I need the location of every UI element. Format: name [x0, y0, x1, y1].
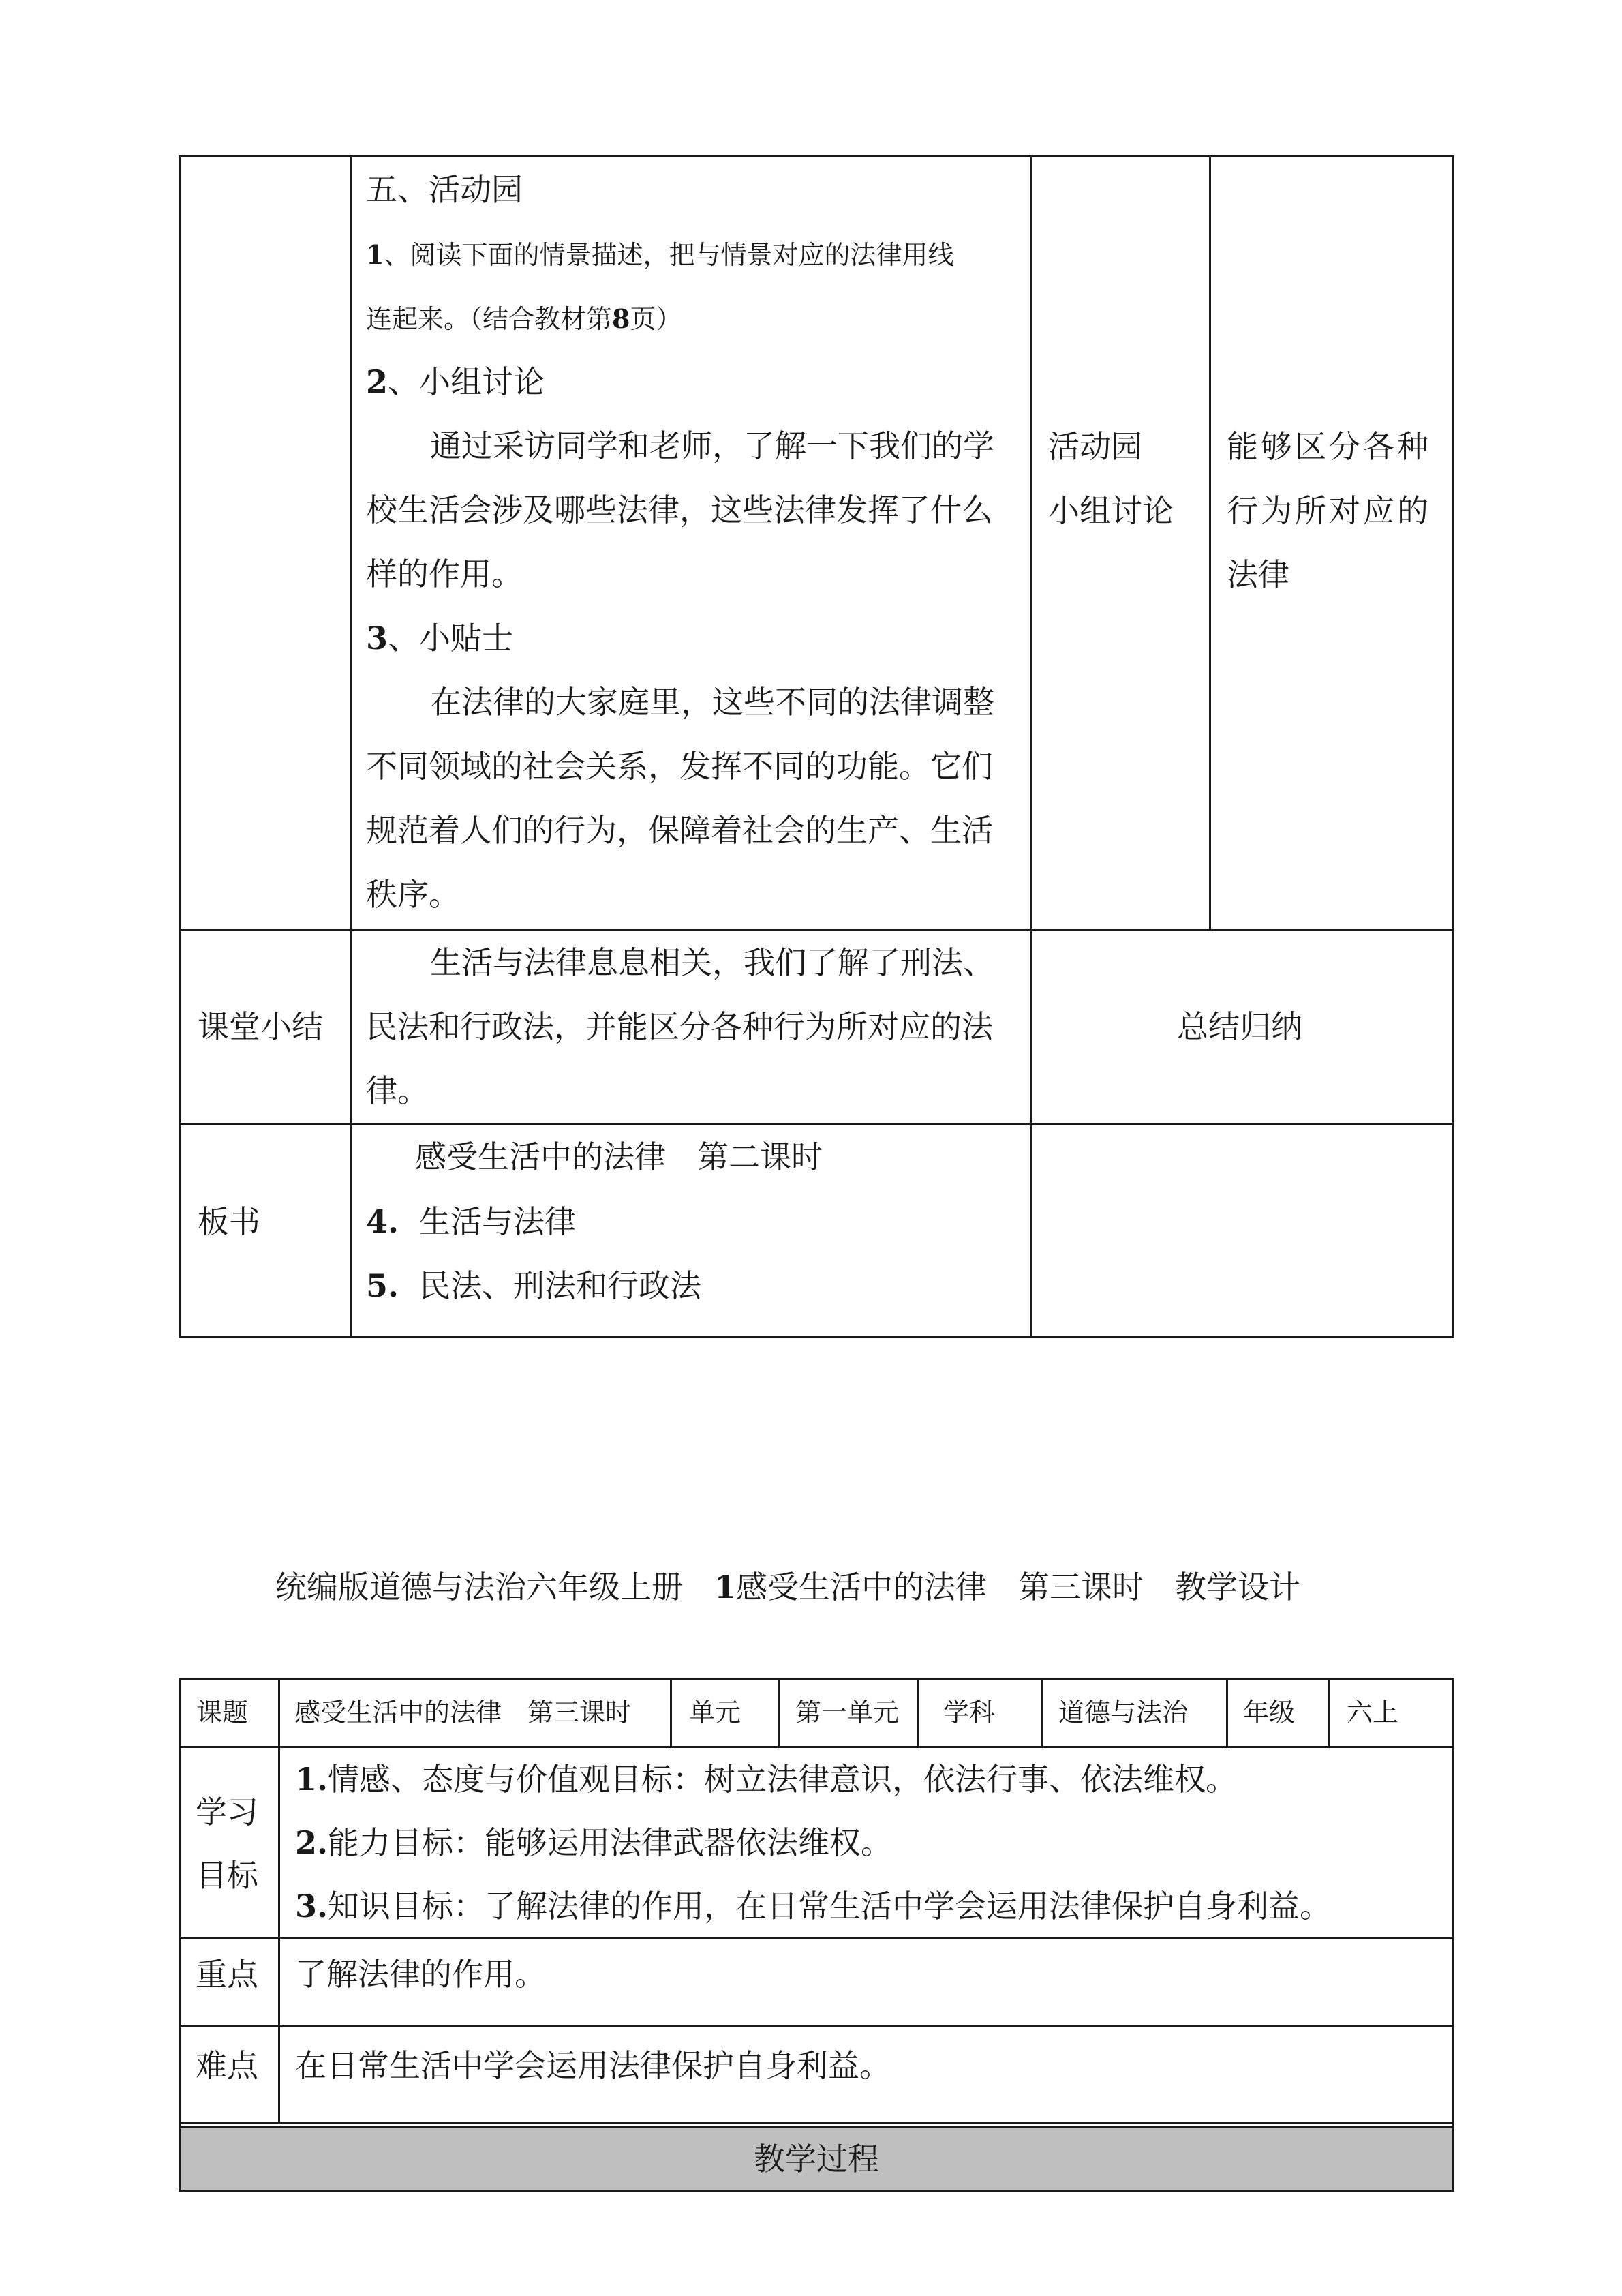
activity-item-3-title	[366, 618, 513, 659]
goal-number: 3.	[295, 1888, 328, 1924]
grade-label: 年级	[1243, 1697, 1296, 1727]
difficulty-text: 在日常生活中学会运用法律保护自身利益。	[295, 2047, 891, 2084]
title-part: 统编版道德与法治六年级上册	[275, 1569, 714, 1605]
table-line	[1209, 155, 1211, 931]
table-line	[917, 1678, 919, 1748]
activity-item-2-paragraph-line: 校生活会涉及哪些法律，这些法律发挥了什么	[366, 492, 993, 528]
student-activity-line: 活动园	[1048, 428, 1142, 465]
table-line	[179, 1746, 1454, 1748]
topic-value: 感受生活中的法律 第三课时	[294, 1697, 632, 1727]
table-line	[179, 155, 181, 1338]
table-line	[179, 2190, 1454, 2192]
table-line	[1226, 1678, 1228, 1748]
process-header: 教学过程	[754, 2141, 879, 2177]
item-text: 民法、刑法和行政法	[419, 1267, 702, 1304]
design-intent-line: 法律	[1227, 556, 1289, 593]
goals-label-line: 目标	[196, 1857, 258, 1894]
board-label: 板书	[198, 1203, 260, 1240]
table-line	[670, 1678, 672, 1748]
table-line	[1328, 1678, 1330, 1748]
table-line	[179, 155, 1454, 157]
lesson-number: 1	[714, 1569, 737, 1605]
design-intent-line: 能够区分各种	[1227, 428, 1431, 465]
item-text: 、小组讨论	[388, 363, 545, 400]
activity-item-1-line-1	[366, 238, 953, 272]
goal-text: 情感、态度与价值观目标：树立法律意识，依法行事、依法维权。	[328, 1761, 1238, 1798]
key-point-label: 重点	[196, 1956, 258, 1993]
activity-item-2-paragraph-line: 通过采访同学和老师，了解一下我们的学	[430, 427, 994, 464]
unit-value: 第一单元	[795, 1697, 900, 1727]
table-line	[1452, 155, 1454, 1338]
title-part: 感受生活中的法律 第三课时 教学设计	[736, 1569, 1301, 1605]
activity-item-1-line-2	[366, 302, 682, 336]
document-title	[275, 1567, 1300, 1607]
item-text: 、阅读下面的情景描述，把与情景对应的法律用线	[384, 240, 954, 270]
table-line	[179, 1123, 1454, 1125]
item-text: 、小贴士	[388, 620, 514, 656]
board-item-4	[366, 1201, 576, 1242]
goal-3	[295, 1886, 1331, 1927]
page-number: 8	[612, 303, 630, 334]
item-text: 页）	[630, 304, 682, 334]
table-line	[1041, 1678, 1043, 1748]
table-line	[1030, 155, 1032, 1338]
table-line	[278, 1678, 280, 2124]
table-line	[179, 1336, 1454, 1338]
activity-item-3-paragraph-line: 不同领域的社会关系，发挥不同的功能。它们	[366, 748, 993, 785]
subject-value: 道德与法治	[1058, 1697, 1189, 1727]
summary-note: 总结归纳	[1177, 1008, 1302, 1045]
summary-label: 课堂小结	[198, 1008, 323, 1045]
difficulty-label: 难点	[196, 2047, 258, 2084]
activity-heading: 五、活动园	[366, 171, 523, 208]
item-text: 生活与法律	[419, 1203, 577, 1240]
summary-line: 民法和行政法，并能区分各种行为所对应的法	[366, 1008, 993, 1045]
goal-2	[295, 1822, 892, 1863]
item-number: 2	[366, 363, 388, 400]
board-item-5	[366, 1265, 701, 1306]
activity-item-3-paragraph-line: 秩序。	[366, 876, 460, 913]
table-line	[179, 1937, 1454, 1939]
summary-line: 律。	[366, 1072, 429, 1109]
board-title: 感受生活中的法律 第二课时	[415, 1138, 823, 1175]
table-line	[179, 2025, 1454, 2027]
item-number: 3	[366, 620, 388, 656]
table-line	[179, 2122, 1454, 2124]
item-text: 连起来。（结合教材第	[366, 304, 613, 334]
table-line	[179, 1678, 181, 2192]
goal-1	[295, 1759, 1237, 1800]
goal-number: 1.	[295, 1761, 328, 1798]
table-line	[1452, 1678, 1454, 2192]
unit-label: 单元	[689, 1697, 741, 1727]
goal-text: 能力目标：能够运用法律武器依法维权。	[328, 1824, 893, 1861]
table-line	[179, 929, 1454, 931]
topic-label: 课题	[196, 1697, 249, 1727]
summary-line: 生活与法律息息相关，我们了解了刑法、	[430, 944, 994, 981]
item-number: 5.	[366, 1267, 399, 1304]
table-line	[350, 155, 352, 1338]
activity-item-2-title	[366, 361, 545, 402]
subject-label: 学科	[943, 1697, 996, 1727]
table-line	[179, 2126, 1454, 2128]
student-activity-line: 小组讨论	[1048, 492, 1174, 529]
goal-text: 知识目标：了解法律的作用，在日常生活中学会运用法律保护自身利益。	[328, 1888, 1332, 1924]
activity-item-3-paragraph-line: 规范着人们的行为，保障着社会的生产、生活	[366, 812, 993, 849]
item-number: 1	[366, 239, 384, 270]
table-line	[778, 1678, 780, 1748]
table-line	[179, 1678, 1454, 1680]
goal-number: 2.	[295, 1824, 328, 1861]
activity-item-2-paragraph-line: 样的作用。	[366, 556, 523, 592]
key-point-text: 了解法律的作用。	[295, 1956, 546, 1993]
grade-value: 六上	[1347, 1697, 1399, 1727]
activity-item-3-paragraph-line: 在法律的大家庭里，这些不同的法律调整	[430, 684, 994, 721]
goals-label-line: 学习	[196, 1794, 258, 1830]
design-intent-line: 行为所对应的	[1227, 492, 1431, 529]
item-number: 4.	[366, 1203, 399, 1240]
